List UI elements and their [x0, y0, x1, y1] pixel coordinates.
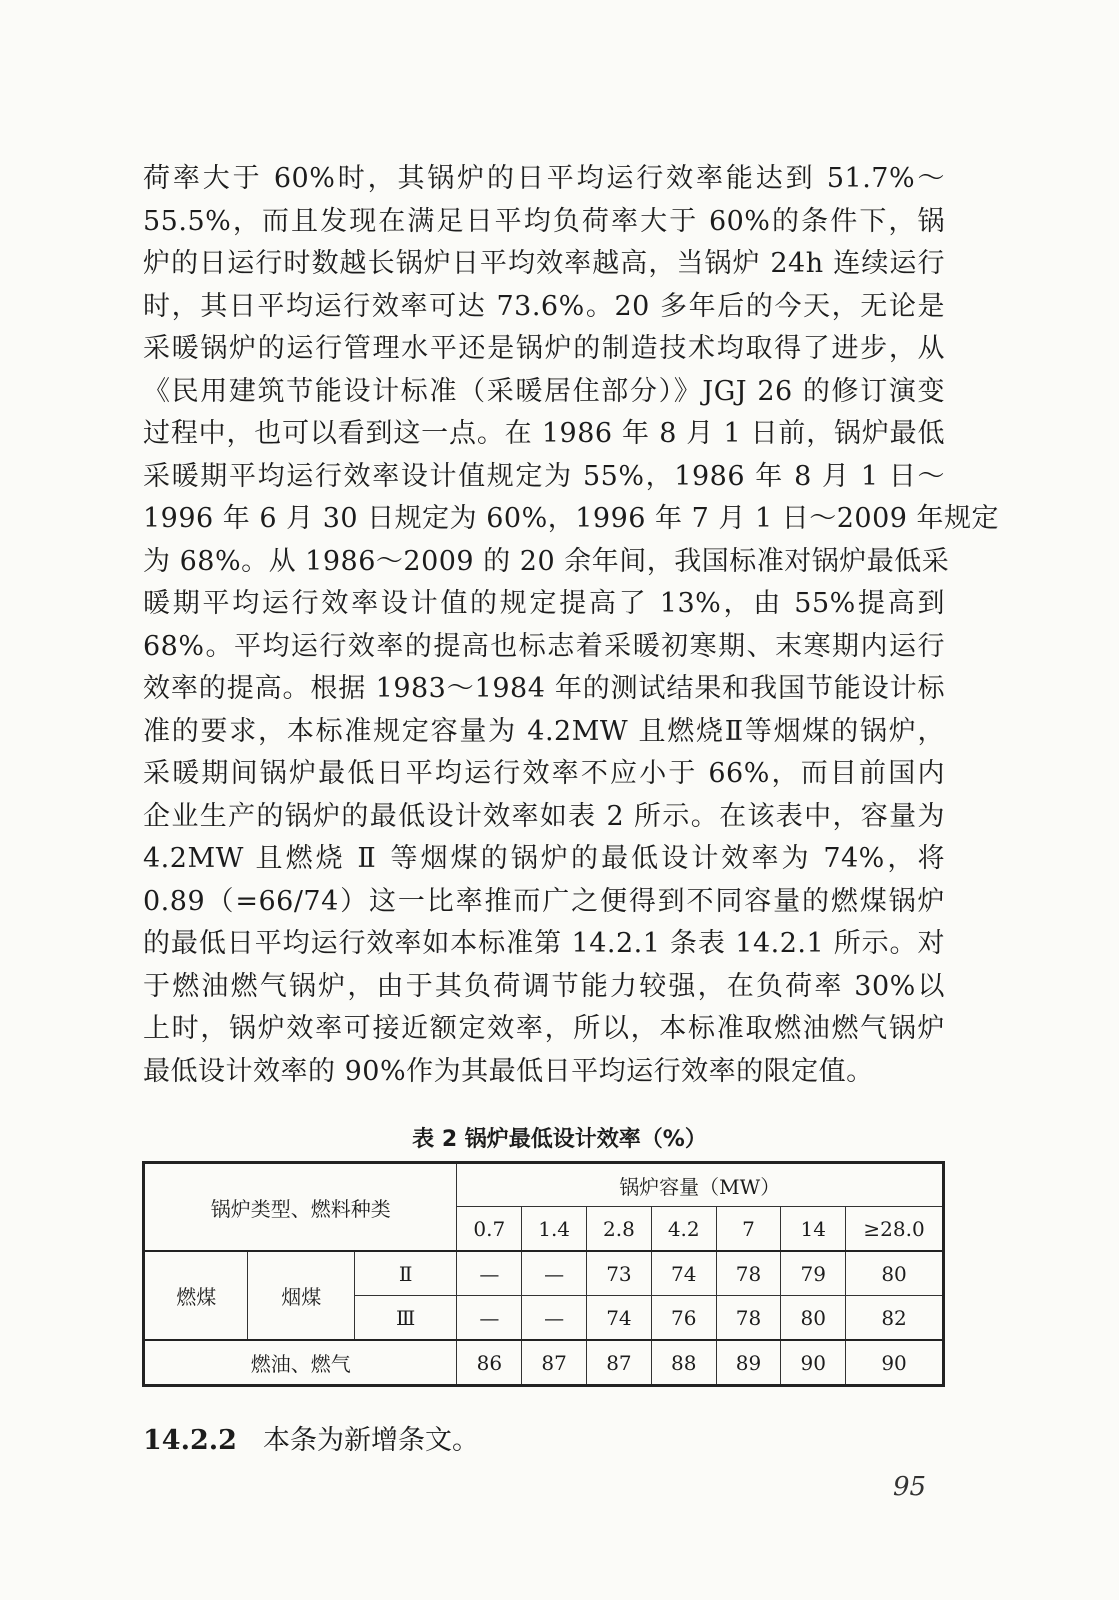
value-cell: 82: [846, 1296, 944, 1341]
text-line: 《民用建筑节能设计标准（采暖居住部分）》JGJ 26 的修订演变: [143, 375, 945, 407]
text-line: 采暖期间锅炉最低日平均运行效率不应小于 66%，而目前国内: [143, 758, 945, 789]
header-capacity: 锅炉容量（MW）: [457, 1163, 944, 1207]
text-line: 于燃油燃气锅炉，由于其负荷调节能力较强，在负荷率 30%以: [143, 970, 945, 1002]
value-cell: 87: [587, 1340, 652, 1386]
text-line: 采暖期平均运行效率设计值规定为 55%，1986 年 8 月 1 日～: [143, 460, 945, 492]
table-title: 表 2 锅炉最低设计效率（%）: [412, 1127, 707, 1152]
text-line: 企业生产的锅炉的最低设计效率如表 2 所示。在该表中，容量为: [143, 800, 945, 832]
text-line: 荷率大于 60%时，其锅炉的日平均运行效率能达到 51.7%～: [143, 163, 945, 194]
capacity-header-cell: 2.8: [587, 1207, 652, 1252]
capacity-header-cell: 0.7: [457, 1207, 522, 1252]
header-boiler-type: 锅炉类型、燃料种类: [144, 1163, 457, 1252]
bituminous-label: 烟煤: [248, 1251, 354, 1340]
oil-gas-label: 燃油、燃气: [144, 1340, 457, 1386]
page-number: 95: [893, 1472, 927, 1502]
capacity-header-cell: ≥28.0: [846, 1207, 944, 1252]
text-line: 4.2MW 且燃烧 Ⅱ 等烟煤的锅炉的最低设计效率为 74%，将: [143, 843, 945, 874]
coal-label: 燃煤: [144, 1251, 248, 1340]
clause-number: 14.2.2: [143, 1425, 237, 1456]
value-cell: 78: [716, 1296, 781, 1341]
value-cell: —: [522, 1251, 587, 1296]
text-line: 炉的日运行时数越长锅炉日平均效率越高，当锅炉 24h 连续运行: [143, 248, 945, 279]
capacity-header-cell: 7: [716, 1207, 781, 1252]
value-cell: 79: [781, 1251, 846, 1296]
capacity-header-cell: 4.2: [651, 1207, 716, 1252]
value-cell: —: [457, 1296, 522, 1341]
value-cell: 88: [651, 1340, 716, 1386]
text-line: 1996 年 6 月 30 日规定为 60%，1996 年 7 月 1 日～2009 年规定: [143, 503, 1000, 534]
clause-text: 本条为新增条文。: [262, 1425, 479, 1456]
grade-cell: Ⅱ: [354, 1251, 456, 1296]
value-cell: 90: [781, 1340, 846, 1386]
value-cell: 89: [716, 1340, 781, 1386]
grade-cell: Ⅲ: [354, 1296, 456, 1341]
text-line: 最低设计效率的 90%作为其最低日平均运行效率的限定值。: [143, 1055, 874, 1087]
table-row: [144, 1340, 944, 1386]
text-line: 的最低日平均运行效率如本标准第 14.2.1 条表 14.2.1 所示。对: [143, 928, 945, 959]
value-cell: —: [457, 1251, 522, 1296]
body-text: [143, 158, 1000, 1093]
text-line: 效率的提高。根据 1983～1984 年的测试结果和我国节能设计标: [143, 673, 945, 704]
text-line: 时，其日平均运行效率可达 73.6%。20 多年后的今天，无论是: [143, 290, 945, 322]
value-cell: 76: [651, 1296, 716, 1341]
value-cell: 86: [457, 1340, 522, 1386]
value-cell: 78: [716, 1251, 781, 1296]
value-cell: —: [522, 1296, 587, 1341]
capacity-header-cell: 1.4: [522, 1207, 587, 1252]
text-line: 0.89（=66/74）这一比率推而广之便得到不同容量的燃煤锅炉: [143, 885, 945, 917]
text-line: 过程中，也可以看到这一点。在 1986 年 8 月 1 日前，锅炉最低: [143, 418, 945, 449]
clause: [143, 1418, 479, 1457]
text-line: 为 68%。从 1986～2009 的 20 余年间，我国标准对锅炉最低采: [143, 545, 950, 577]
value-cell: 74: [587, 1296, 652, 1341]
value-cell: 80: [846, 1251, 944, 1296]
text-line: 55.5%，而且发现在满足日平均负荷率大于 60%的条件下，锅: [143, 205, 945, 237]
text-line: 暖期平均运行效率设计值的规定提高了 13%，由 55%提高到: [143, 588, 945, 619]
text-line: 68%。平均运行效率的提高也标志着采暖初寒期、末寒期内运行: [143, 630, 945, 662]
text-line: 上时，锅炉效率可接近额定效率，所以，本标准取燃油燃气锅炉: [143, 1013, 945, 1044]
text-line: 采暖锅炉的运行管理水平还是锅炉的制造技术均取得了进步，从: [143, 333, 945, 364]
value-cell: 73: [587, 1251, 652, 1296]
value-cell: 74: [651, 1251, 716, 1296]
value-cell: 80: [781, 1296, 846, 1341]
text-line: 准的要求，本标准规定容量为 4.2MW 且燃烧Ⅱ等烟煤的锅炉，: [143, 715, 945, 747]
value-cell: 90: [846, 1340, 944, 1386]
value-cell: 87: [522, 1340, 587, 1386]
capacity-header-cell: 14: [781, 1207, 846, 1252]
boiler-efficiency-table: [142, 1161, 945, 1387]
table-row: [144, 1251, 944, 1296]
